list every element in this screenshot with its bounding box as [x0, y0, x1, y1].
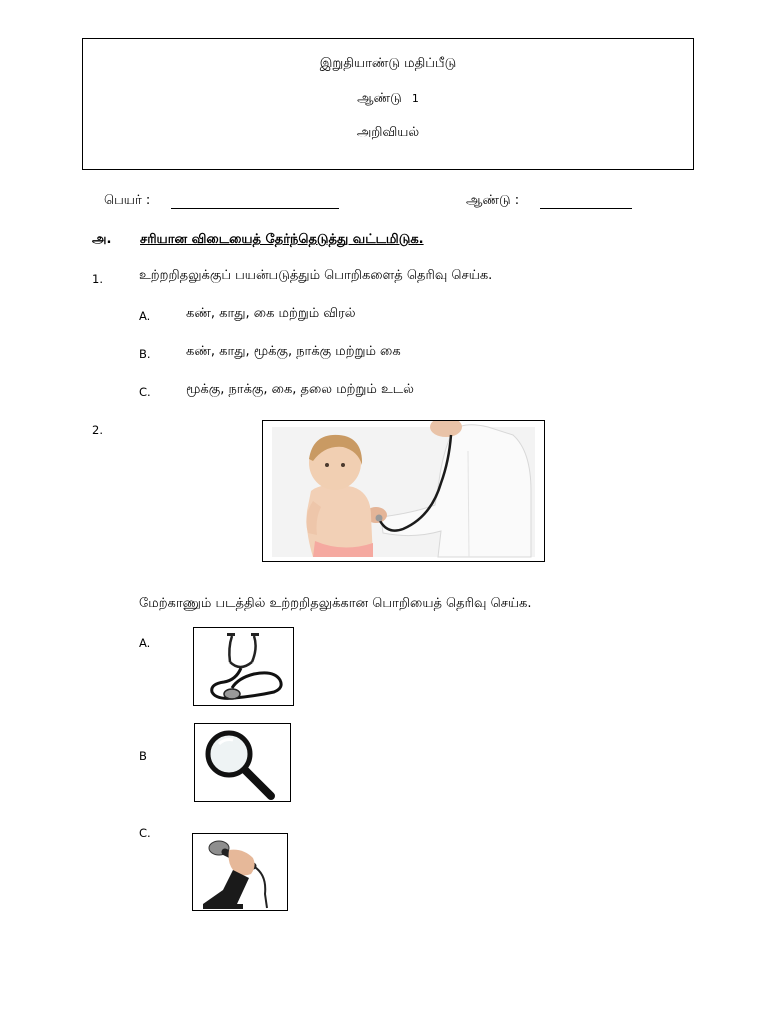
- section-instruction: சரியான விடையைத் தேர்ந்தெடுத்து வட்டமிடுக.: [140, 232, 424, 247]
- q2-option-a-letter: A.: [139, 636, 151, 650]
- q1-option-b-text[interactable]: கண், காது, மூக்கு, நாக்கு மற்றும் கை: [186, 344, 401, 359]
- microphone-icon: [193, 834, 287, 910]
- year-label: ஆண்டு: [357, 91, 402, 106]
- name-field: [104, 193, 150, 209]
- year-value: 1: [411, 92, 419, 105]
- q2-option-a-image[interactable]: [193, 627, 294, 706]
- class-field: [466, 193, 519, 209]
- q1-option-a-letter: A.: [139, 309, 151, 323]
- question-2-number: 2.: [92, 423, 103, 437]
- q1-option-a-text[interactable]: கண், காது, கை மற்றும் விரல்: [186, 306, 356, 321]
- stethoscope-icon: [194, 628, 293, 705]
- subject-title: அறிவியல்: [356, 125, 420, 140]
- q1-option-b-letter: B.: [139, 347, 151, 361]
- question-2-text: மேற்காணும் படத்தில் உற்றறிதலுக்கான பொறியைத் தெரிவு செய்க.: [139, 596, 532, 611]
- q2-option-b-image[interactable]: [194, 723, 291, 802]
- q1-option-c-letter: C.: [139, 385, 151, 399]
- question-1-number: 1.: [92, 272, 103, 286]
- q2-option-c-image[interactable]: [192, 833, 288, 911]
- class-label: ஆண்டு :: [466, 193, 520, 208]
- q2-option-c-letter: C.: [139, 826, 151, 840]
- section-letter: அ.: [92, 232, 112, 247]
- doctor-examining-child-illustration: [263, 421, 544, 561]
- doctor-examining-child-photo: [262, 420, 545, 562]
- q1-option-c-text[interactable]: மூக்கு, நாக்கு, கை, தலை மற்றும் உடல்: [186, 382, 414, 397]
- magnifying-glass-icon: [195, 724, 290, 801]
- q2-option-b-letter: B: [139, 749, 147, 763]
- name-blank[interactable]: [171, 208, 339, 209]
- class-blank[interactable]: [540, 208, 632, 209]
- year-line: [83, 91, 693, 107]
- name-label: பெயர் :: [104, 193, 151, 208]
- exam-title: இறுதியாண்டு மதிப்பீடு: [319, 56, 457, 71]
- question-1-text: உற்றறிதலுக்குப் பயன்படுத்தும் பொறிகளைத் தெரிவு செய்க.: [139, 268, 493, 283]
- header-box: [82, 38, 694, 170]
